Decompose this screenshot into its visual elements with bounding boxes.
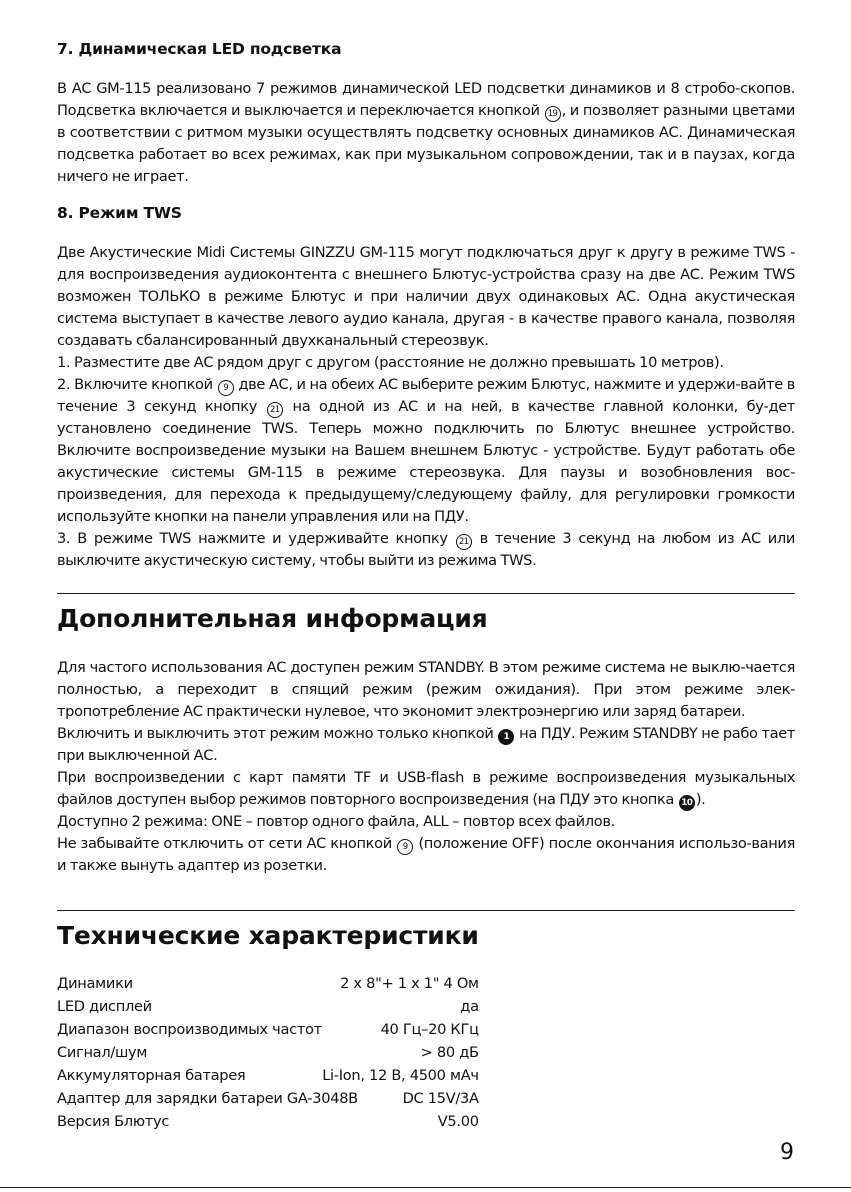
- paragraph: [57, 528, 795, 572]
- text: ).: [695, 791, 706, 808]
- spec-label: Адаптер для зарядки батареи GA-3048B: [57, 1090, 358, 1107]
- section-led-backlight: [57, 38, 795, 188]
- spec-row: [57, 972, 479, 995]
- section-additional-info: [57, 603, 795, 877]
- bottom-border: [0, 1187, 851, 1188]
- section-title-led: 7. Динамическая LED подсветка: [57, 40, 342, 58]
- text: 2. Включите кнопкой: [57, 376, 217, 393]
- spec-label: Динамики: [57, 975, 133, 992]
- divider: [57, 910, 795, 911]
- spec-row: [57, 1064, 479, 1087]
- spec-value: DC 15V/3A: [402, 1090, 479, 1107]
- text: , и позволяет разными цветами в соответствии с ритмом музыки осуществлять подсветку основных динамиков АС. Динамическая подсветка работает во всех режимах, как при музыкальном сопровождении, так и в паузах, когда ничего не играет.: [57, 102, 796, 185]
- paragraph: [57, 767, 795, 811]
- button-19-icon: 19: [545, 106, 561, 122]
- section-title-specs: Технические характеристики: [57, 921, 479, 950]
- spec-value: 2 x 8"+ 1 x 1" 4 Ом: [340, 975, 479, 992]
- spec-row: [57, 1110, 479, 1133]
- spec-value: Li-Ion, 12 В, 4500 мАч: [322, 1067, 479, 1084]
- page-number: 9: [780, 1140, 794, 1165]
- button-21-icon: 21: [456, 534, 472, 550]
- spec-label: Версия Блютус: [57, 1113, 170, 1130]
- spec-row: [57, 1018, 479, 1041]
- spec-label: Диапазон воспроизводимых частот: [57, 1021, 322, 1038]
- paragraph: [57, 833, 795, 877]
- text: две АС, и на обеих АС выберите режим Блютус, нажмите и удержи-вайте в течение 3 секунд кнопку: [57, 376, 795, 415]
- button-21-icon: 21: [267, 402, 283, 418]
- text: 3. В режиме TWS нажмите и удерживайте кнопку: [57, 530, 455, 547]
- button-9-icon: 9: [397, 839, 413, 855]
- section-title-additional: Дополнительная информация: [57, 604, 488, 633]
- section-title-tws: 8. Режим TWS: [57, 204, 182, 222]
- spec-value: > 80 дБ: [420, 1044, 479, 1061]
- paragraph: [57, 374, 795, 528]
- text: При воспроизведении с карт памяти TF и USB-flash в режиме воспроизведения музыкальных файлов доступен выбор режимов повторного воспроизведения (на ПДУ это кнопка: [57, 769, 795, 808]
- section-tech-specs: [57, 920, 479, 1133]
- text: Включить и выключить этот режим можно только кнопкой: [57, 725, 498, 742]
- button-1-icon: 1: [498, 729, 514, 745]
- paragraph: [57, 78, 795, 188]
- text: на одной из АС и на ней, в качестве главной колонки, бу-дет установлено соединение TWS. Теперь можно подключить по Блютус внешнее устройство. Включите воспроизведение музыки на Вашем внешнем Блютус - устройстве. Будут работать обе акустические системы GM-115 в режиме стереозвука. Для паузы и возобновления вос-произведения, для перехода к предыдущему/следующему файлу, для регулировки громкости используйте кнопки на панели управления или на ПДУ.: [57, 398, 795, 525]
- text: (положение OFF) после окончания использо-вания и также вынуть адаптер из розетки.: [57, 835, 795, 874]
- paragraph: Для частого использования АС доступен режим STANDBY. В этом режиме система не выклю-чается полностью, а переходит в спящий режим (режим ожидания). При этом режиме элек-тропотребление АС практически нулевое, что экономит электроэнергию или заряд батареи.: [57, 659, 795, 720]
- section-tws: [57, 202, 795, 572]
- paragraph: Доступно 2 режима: ONE – повтор одного файла, ALL – повтор всех файлов.: [57, 813, 615, 830]
- spec-label: Сигнал/шум: [57, 1044, 148, 1061]
- spec-value: V5.00: [437, 1113, 479, 1130]
- text: в течение 3 секунд на любом из АС или выключите акустическую систему, чтобы выйти из режима TWS.: [57, 530, 795, 569]
- specs-table: [57, 972, 479, 1133]
- text: на ПДУ. Режим STANDBY не рабо тает при выключенной АС.: [57, 725, 795, 764]
- spec-value: 40 Гц–20 КГц: [380, 1021, 479, 1038]
- spec-label: LED дисплей: [57, 998, 152, 1015]
- spec-row: [57, 1041, 479, 1064]
- spec-row: [57, 1087, 479, 1110]
- paragraph: 1. Разместите две АС рядом друг с другом (расстояние не должно превышать 10 метров).: [57, 354, 724, 371]
- spec-value: да: [460, 998, 479, 1015]
- spec-row: [57, 995, 479, 1018]
- paragraph: Две Акустические Midi Системы GINZZU GM-115 могут подключаться друг к другу в режиме TWS - для воспроизведения аудиоконтента с внешнего Блютус-устройства сразу на две АС. Режим TWS возможен ТОЛЬКО в режиме Блютус и при наличии двух одинаковых АС. Одна акустическая система выступает в качестве левого аудио канала, другая - в качестве правого канала, позволяя создавать сбалансированный двухканальный стереозвук.: [57, 244, 795, 349]
- button-9-icon: 9: [218, 380, 234, 396]
- text: В АС GM-115 реализовано 7 режимов динамической LED подсветки динамиков и 8 стробо-скопов. Подсветка включается и выключается и переключается кнопкой: [57, 80, 795, 119]
- paragraph: [57, 723, 795, 767]
- divider: [57, 593, 795, 594]
- spec-label: Аккумуляторная батарея: [57, 1067, 246, 1084]
- text: Не забывайте отключить от сети АС кнопкой: [57, 835, 397, 852]
- button-10-icon: 10: [679, 795, 695, 811]
